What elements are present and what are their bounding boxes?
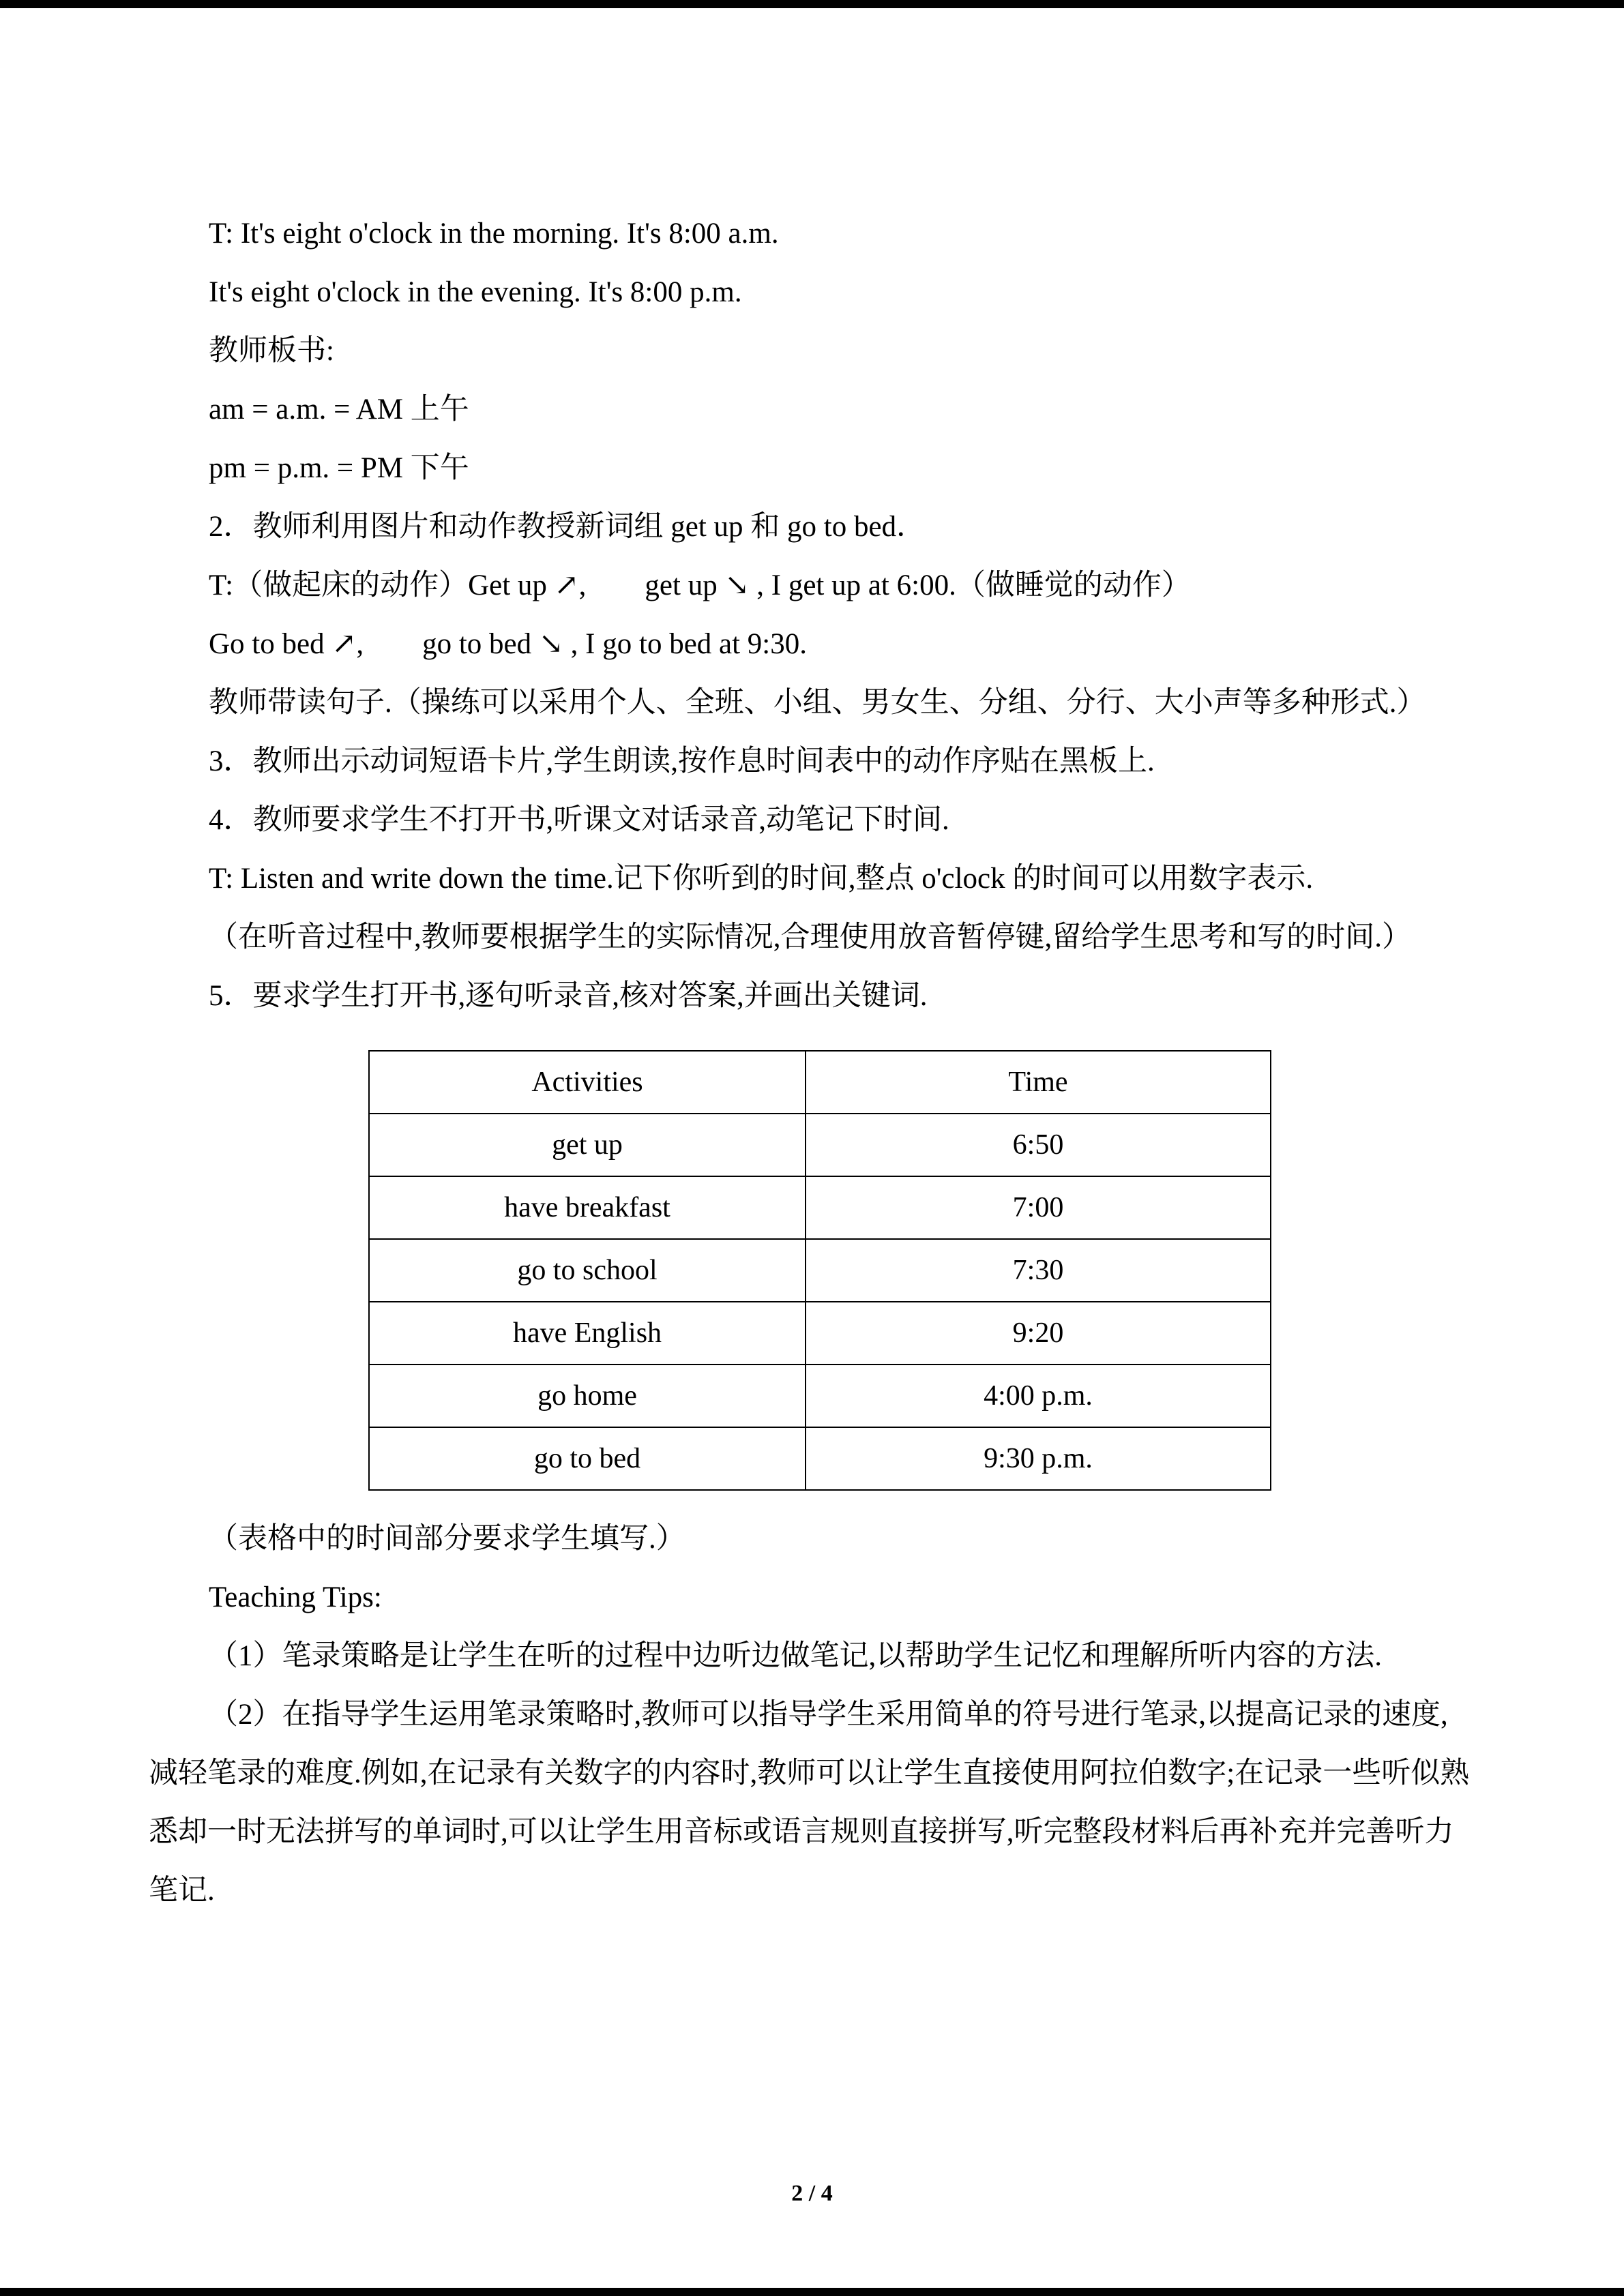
paragraph: T:（做起床的动作）Get up ↗, get up ↘ , I get up at 6:00.（做睡觉的动作） [209, 569, 1191, 601]
paragraph: It's eight o'clock in the evening. It's 8:00 p.m. [209, 276, 742, 308]
paragraph: （在听音过程中,教师要根据学生的实际情况,合理使用放音暂停键,留给学生思考和写的时间.） [209, 921, 1411, 953]
page-bottom-edge [0, 2288, 1624, 2296]
time-cell: 9:30 p.m. [806, 1427, 1271, 1490]
table-header-activities: Activities [369, 1051, 806, 1114]
table-row [369, 1239, 1271, 1302]
time-cell: 7:00 [806, 1176, 1271, 1239]
paragraph: （1）笔录策略是让学生在听的过程中边听边做笔记,以帮助学生记忆和理解所听内容的方法. [209, 1640, 1382, 1672]
activity-cell: go home [369, 1365, 806, 1427]
paragraph: （2）在指导学生运用笔录策略时,教师可以指导学生采用简单的符号进行笔录,以提高记录的速度,减轻笔录的难度.例如,在记录有关数字的内容时,教师可以让学生直接使用阿拉伯数字;在记录一些听似熟悉却一时无法拼写的单词时,可以让学生用音标或语言规则直接拼写,听完整段材料后再补充并完善听力笔记. [149, 1699, 1470, 1907]
paragraph: 2．教师利用图片和动作教授新词组 get up 和 go to bed． [209, 511, 926, 543]
activity-cell: go to school [369, 1239, 806, 1302]
table-row [369, 1114, 1271, 1176]
paragraph: T: Listen and write down the time.记下你听到的时间,整点 o'clock 的时间可以用数字表示. [209, 863, 1314, 895]
table-row [369, 1176, 1271, 1239]
paragraph: （表格中的时间部分要求学生填写.） [209, 1523, 685, 1555]
activity-cell: go to bed [369, 1427, 806, 1490]
paragraph: 3．教师出示动词短语卡片,学生朗读,按作息时间表中的动作序贴在黑板上. [209, 745, 1155, 777]
paragraph: 5．要求学生打开书,逐句听录音,核对答案,并画出关键词. [209, 980, 928, 1012]
paragraph: T: It's eight o'clock in the morning. It's 8:00 a.m. [209, 218, 779, 250]
paragraph: 教师带读句子.（操练可以采用个人、全班、小组、男女生、分组、分行、大小声等多种形式.） [209, 687, 1426, 719]
time-cell: 7:30 [806, 1239, 1271, 1302]
time-cell: 9:20 [806, 1302, 1271, 1365]
paragraph: am = a.m. = AM 上午 [209, 393, 469, 426]
paragraph: 4．教师要求学生不打开书,听课文对话录音,动笔记下时间. [209, 804, 949, 836]
table-header-time: Time [806, 1051, 1271, 1114]
paragraph: Go to bed ↗, go to bed ↘ , I go to bed at 9:30. [209, 628, 808, 660]
table-header-row [369, 1051, 1271, 1114]
activity-cell: have English [369, 1302, 806, 1365]
time-cell: 4:00 p.m. [806, 1365, 1271, 1427]
activity-cell: get up [369, 1114, 806, 1176]
paragraph: Teaching Tips: [209, 1581, 382, 1613]
page-top-edge [0, 0, 1624, 8]
time-cell: 6:50 [806, 1114, 1271, 1176]
paragraph: 教师板书: [209, 335, 334, 367]
page-number: 2 / 4 [791, 2181, 833, 2206]
schedule-table [368, 1050, 1271, 1491]
table-row [369, 1302, 1271, 1365]
table-row [369, 1427, 1271, 1490]
document-content [149, 205, 1472, 1920]
paragraph: pm = p.m. = PM 下午 [209, 452, 469, 484]
table-row [369, 1365, 1271, 1427]
activity-cell: have breakfast [369, 1176, 806, 1239]
